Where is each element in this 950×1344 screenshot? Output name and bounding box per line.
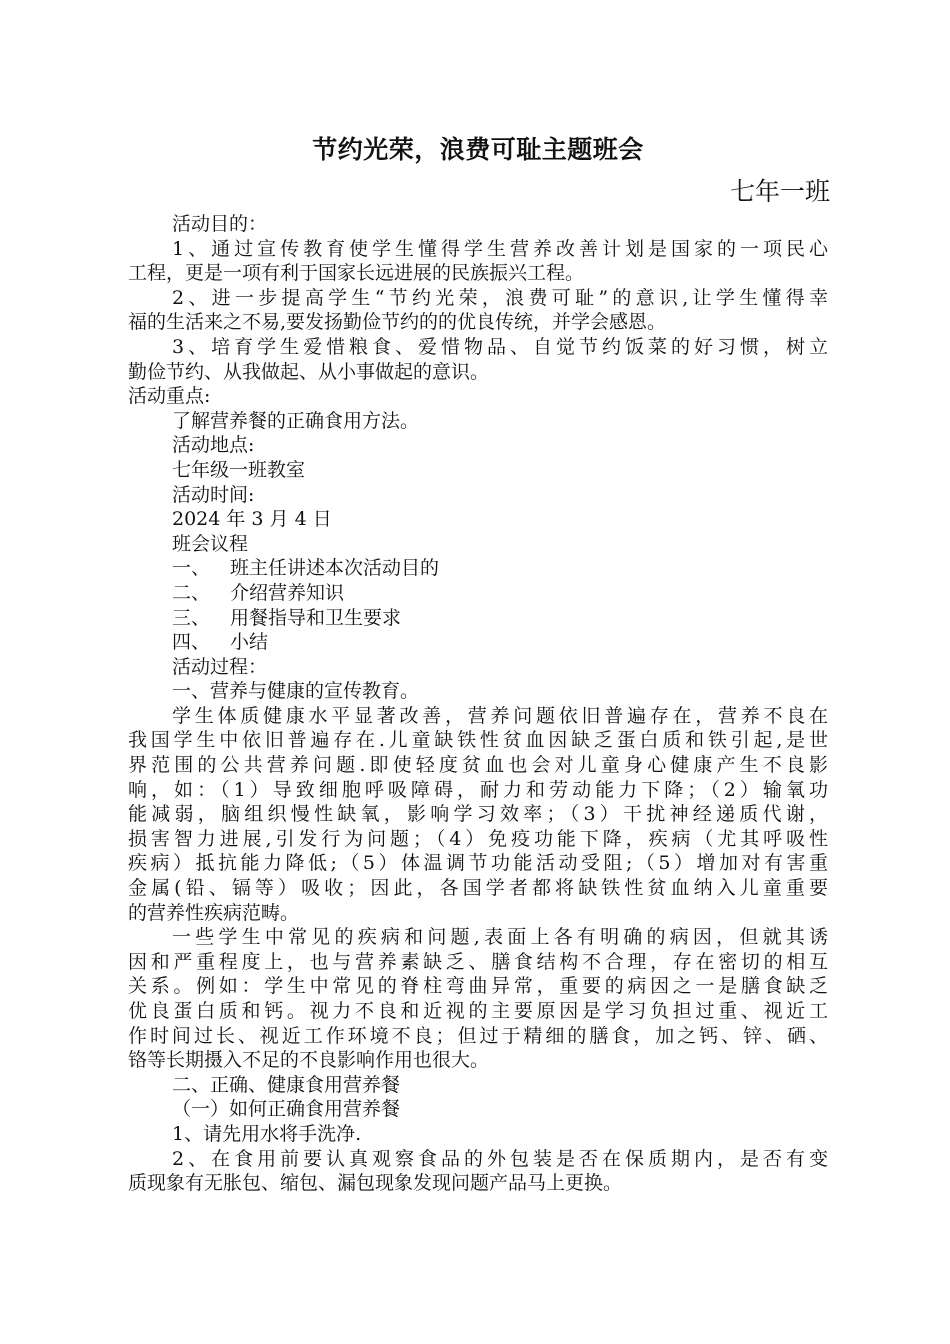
text-line: 一、营养与健康的宣传教育。	[172, 680, 420, 703]
agenda-item	[128, 630, 828, 655]
text-line: 能减弱，脑组织慢性缺氧，影响学习效率；（3）干扰神经递质代谢，	[128, 803, 828, 826]
text-line: （一）如何正确食用营养餐	[172, 1098, 401, 1121]
text-line: 活动过程：	[172, 655, 268, 678]
text-line: 福的生活来之不易,要发扬勤俭节约的的优良传统，并学会感恩。	[128, 311, 667, 334]
text-line: 1、通过宣传教育使学生懂得学生营养改善计划是国家的一项民心	[172, 237, 828, 260]
text-line: 质现象有无胀包、缩包、漏包现象发现问题产品马上更换。	[128, 1172, 623, 1195]
text-line: 班会议程	[172, 532, 249, 555]
text-line: 的营养性疾病范畴。	[128, 901, 300, 924]
text-line: 铬等长期摄入不足的不良影响作用也很大。	[128, 1049, 490, 1072]
text-line: 了解营养餐的正确食用方法。	[172, 409, 420, 432]
text-line: 疾病）抵抗能力降低;（5）体温调节功能活动受阻;（5）增加对有害重	[128, 852, 828, 875]
text-line: 优良蛋白质和钙。视力不良和近视的主要原因是学习负担过重、视近工	[128, 1000, 828, 1022]
text-line: 七年级一班教室	[172, 458, 306, 481]
agenda-item-text: 班主任讲述本次活动目的	[230, 557, 440, 580]
text-line: 损害智力进展,引发行为问题；（4）免疫功能下降，疾病（尤其呼吸性	[128, 827, 828, 850]
text-line: 活动地点:	[172, 434, 255, 457]
class-name: 七年一班	[729, 177, 830, 206]
document-page	[128, 128, 828, 1196]
text-line: 1、请先用水将手洗净.	[172, 1122, 362, 1145]
text-line: 活动重点:	[128, 385, 211, 408]
text-line: 3、培育学生爱惜粮食、爱惜物品、自觉节约饭菜的好习惯，树立	[172, 335, 828, 358]
text-line: 响，如：（1）导致细胞呼吸障碍，耐力和劳动能力下降；（2）输氧功	[128, 778, 828, 801]
agenda-item-text: 介绍营养知识	[230, 581, 345, 604]
text-line: 2、在食用前要认真观察食品的外包装是否在保质期内，是否有变	[172, 1147, 828, 1170]
intro-section	[128, 212, 828, 556]
agenda-item-number: 一、	[172, 557, 211, 580]
text-line: 一些学生中常见的疾病和问题,表面上各有明确的病因，但就其诱	[172, 926, 828, 949]
text-line: 学生体质健康水平显著改善，营养问题依旧普遍存在，营养不良在	[172, 704, 828, 727]
text-line: 工程，更是一项有利于国家长远进展的民族振兴工程。	[128, 262, 585, 285]
agenda-item-text: 用餐指导和卫生要求	[230, 606, 402, 629]
text-line: 二、正确、健康食用营养餐	[172, 1073, 401, 1096]
text-line: 金属(铅、镉等）吸收；因此，各国学者都将缺铁性贫血纳入儿童重要	[128, 877, 828, 900]
text-line: 2、进一步提高学生“节约光荣，浪费可耻”的意识,让学生懂得幸	[172, 286, 828, 309]
process-section	[128, 655, 828, 1196]
agenda-item	[128, 606, 828, 631]
document-title: 节约光荣，浪费可耻主题班会	[312, 135, 644, 164]
text-line: 关系。例如：学生中常见的脊柱弯曲异常，重要的病因之一是膳食缺乏	[128, 975, 828, 998]
text-line: 活动目的：	[172, 213, 268, 235]
agenda-list	[128, 556, 828, 654]
text-line: 因和严重程度上，也与营养素缺乏、膳食结构不合理，存在密切的相互	[128, 950, 828, 973]
agenda-item-text: 小结	[230, 631, 269, 654]
agenda-item-number: 四、	[172, 631, 211, 654]
agenda-item	[128, 581, 828, 606]
text-line: 活动时间:	[172, 483, 255, 506]
agenda-item	[128, 556, 828, 581]
text-line: 勤俭节约、从我做起、从小事做起的意识。	[128, 360, 490, 383]
agenda-item-number: 二、	[172, 581, 211, 604]
text-line: 我国学生中依旧普遍存在.儿童缺铁性贫血因缺乏蛋白质和铁引起,是世	[128, 729, 828, 752]
text-line: 作时间过长、视近工作环境不良；但过于精细的膳食，加之钙、锌、硒、	[128, 1024, 828, 1047]
agenda-item-number: 三、	[172, 606, 211, 629]
text-line: 2024 年 3 月 4 日	[172, 508, 332, 531]
text-line: 界范围的公共营养问题.即使轻度贫血也会对儿童身心健康产生不良影	[128, 754, 828, 777]
document-body	[128, 212, 828, 1196]
